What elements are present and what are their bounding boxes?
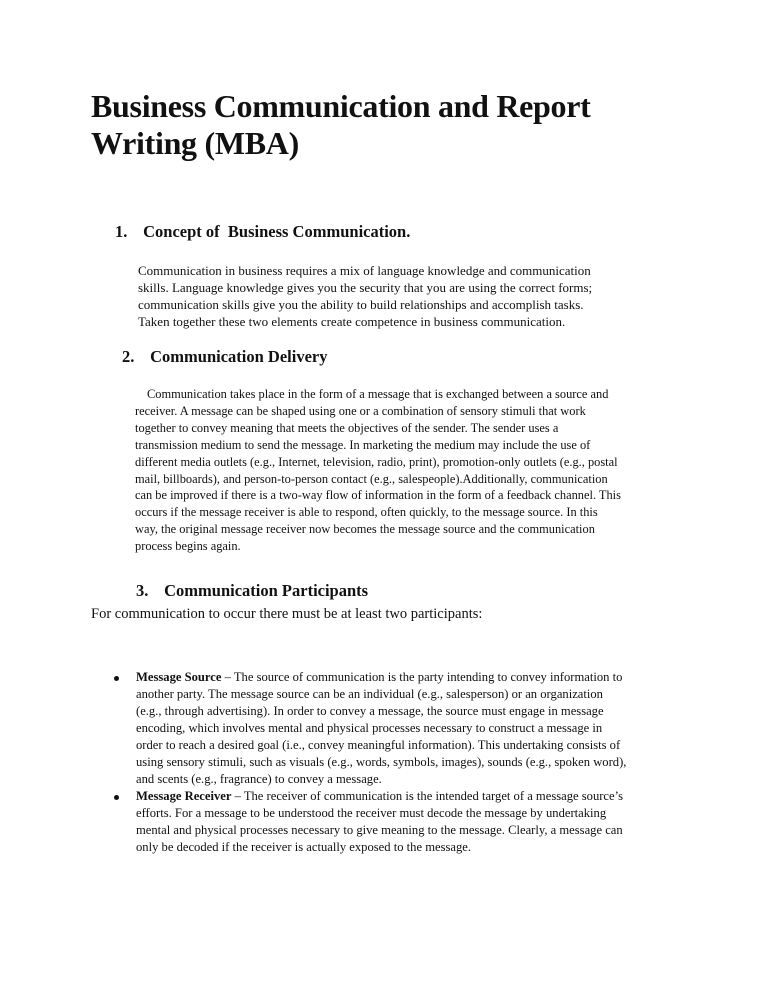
paragraph-line: receiver. A message can be shaped using one or a combination of sensory stimuli that work [135,403,586,418]
list-item-line: using sensory stimuli, such as visuals (e.g., words, symbols, images), sounds (e.g., spoken word), [136,755,627,769]
participants-list [110,669,710,856]
list-item-term: Message Receiver [136,789,232,803]
section-heading-2 [122,347,327,367]
paragraph-line: different media outlets (e.g., Internet, television, radio, print), promotion-only outlets (e.g., postal [135,454,618,469]
section-heading-text: Concept of Business Communication. [143,222,411,241]
section-1-paragraph [138,262,592,330]
participants-intro: For communication to occur there must be at least two participants: [91,606,483,622]
list-item-first-line [136,788,710,805]
list-item-term: Message Source [136,670,222,684]
list-item-text: – The source of communication is the party intending to convey information to [221,670,623,684]
list-item [110,788,710,856]
list-item-line: (e.g., through advertising). In order to convey a message, the source must engage in message [136,704,604,718]
list-item-line: only be decoded if the receiver is actually exposed to the message. [136,840,472,854]
section-heading-text: Communication Participants [164,581,369,600]
list-item-line: order to reach a desired goal (i.e., convey meaningful information). This undertaking consists of [136,738,621,752]
paragraph-line: communication skills give you the ability to build relationships and accomplish tasks. [138,297,584,312]
paragraph-line: process begins again. [135,539,241,554]
list-item [110,669,710,788]
section-heading-3 [136,581,368,601]
section-2-paragraph [135,386,621,555]
list-item-line: and scents (e.g., fragrance) to convey a message. [136,772,382,786]
paragraph-line: way, the original message receiver now becomes the message source and the communication [135,522,595,537]
section-heading-1 [115,222,410,242]
title-line: Business Communication and Report [91,88,591,124]
paragraph-line: occurs if the message receiver is able to respond, often quickly, to the message source. In this [135,505,598,520]
paragraph-line: Communication in business requires a mix of language knowledge and communication [138,263,591,278]
list-item-first-line [136,669,710,686]
paragraph-line: together to convey meaning that meets the objectives of the sender. The sender uses a [135,420,559,435]
section-heading-text: Communication Delivery [150,347,328,366]
paragraph-line: Communication takes place in the form of a message that is exchanged between a source and [147,387,609,401]
bullet-icon [114,795,119,800]
title-line: Writing (MBA) [91,125,299,161]
paragraph-line: Taken together these two elements create competence in business communication. [138,314,566,329]
section-number: 1. [115,222,128,241]
section-number: 3. [136,581,149,600]
list-item-line: mental and physical processes necessary to give meaning to the message. Clearly, a message can [136,823,623,837]
list-item-line: another party. The message source can be an individual (e.g., salesperson) or an organization [136,687,603,701]
paragraph-line: can be improved if there is a two-way flow of information in the form of a feedback channel. This [135,488,621,503]
bullet-icon [114,676,119,681]
section-number: 2. [122,347,135,366]
list-item-line: encoding, which involves mental and physical processes necessary to construct a message in [136,721,603,735]
paragraph-line: transmission medium to send the message. In marketing the medium may include the use of [135,437,591,452]
paragraph-line: skills. Language knowledge gives you the security that you are using the correct forms; [138,280,593,295]
list-item-line: efforts. For a message to be understood the receiver must decode the message by undertaking [136,806,607,820]
paragraph-line: mail, billboards), and person-to-person contact (e.g., salespeople).Additionally, communication [135,471,608,486]
list-item-text: – The receiver of communication is the intended target of a message source’s [231,789,624,803]
document-title [91,88,711,162]
